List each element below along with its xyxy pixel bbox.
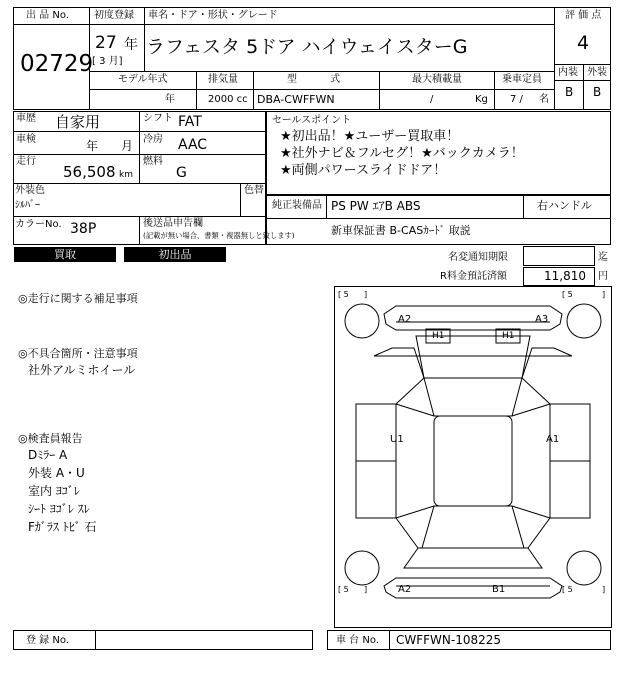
hood: [416, 336, 530, 378]
max-load: /: [430, 94, 434, 105]
history-label: 車歴: [16, 113, 36, 124]
inspector-label: ◎検査員報告: [18, 432, 83, 445]
lot-no: 02729: [20, 51, 94, 77]
rating: 4: [577, 32, 590, 54]
tire-fr-label: [562, 290, 605, 299]
name-change-unit: 迄: [598, 252, 608, 263]
tire-front-left: [345, 304, 379, 338]
tire-rear-right: [567, 551, 601, 585]
post-report-note: (記載が無い場合、書類・複器無しと致します): [143, 231, 295, 240]
recolor-label: 色替: [244, 185, 264, 196]
ac-label: 冷房: [143, 134, 163, 145]
chassis-label: 車 台 No.: [336, 635, 379, 646]
fuel-label: 燃料: [143, 156, 163, 167]
capacity: 7 /: [510, 94, 523, 105]
roof: [434, 416, 512, 506]
tire-rl-label: [338, 585, 367, 594]
chassis-no: CWFFWN-108225: [396, 633, 502, 647]
handle-side: 右ハンドル: [537, 199, 592, 212]
tire-label: [ 5: [338, 585, 349, 594]
lot-no-label: 出 品 No.: [26, 10, 69, 21]
fuel: G: [176, 165, 187, 181]
tire-label: [ 5: [562, 585, 573, 594]
max-load-label: 最大積載量: [412, 74, 462, 85]
first-reg-year: 27: [95, 33, 117, 53]
history: 自家用: [55, 113, 101, 131]
name-change-label: 名変通知期限: [448, 252, 508, 263]
first-reg-month: [ 3 月]: [92, 56, 123, 67]
ext-color: ｼﾙﾊﾞｰ: [15, 200, 40, 211]
interior-label: 内装: [558, 67, 578, 78]
warranty-items: 新車保証書 B-CASｶｰﾄﾞ 取説: [331, 224, 471, 237]
first-reg-label: 初度登録: [94, 10, 134, 21]
car-name: ラフェスタ 5ドア ハイウェイスターG: [146, 36, 468, 58]
defect-item: 社外アルミホイール: [28, 363, 136, 377]
exterior-label: 外装: [587, 67, 607, 78]
damage-mark: A1: [546, 434, 560, 445]
interior-grade: B: [565, 85, 574, 99]
inspector-item: 室内 ﾖｺﾞﾚ: [28, 484, 80, 498]
tire-label: ]: [602, 585, 606, 594]
mileage-label: 走行: [16, 156, 36, 167]
type-label: 型 式: [287, 74, 341, 85]
recycle-unit: 円: [598, 271, 608, 282]
tire-label: [ 5: [562, 290, 573, 299]
damage-mark: H1: [432, 331, 445, 341]
tire-label: [ 5: [338, 290, 349, 299]
recycle-label: R料金預託済額: [440, 271, 507, 282]
tire-rr-label: [562, 585, 605, 594]
rating-label: 評 価 点: [565, 10, 602, 21]
damage-mark: A2: [398, 584, 412, 595]
inspector-item: Dﾐﾗｰ A: [28, 448, 68, 462]
shift-label: シフト: [143, 113, 173, 124]
tire-label: ]: [602, 290, 606, 299]
inspector-item: 外装 A・U: [28, 466, 85, 480]
inspection-month-unit: 月: [121, 139, 134, 153]
damage-mark: H1: [502, 331, 515, 341]
capacity-unit: 名: [539, 94, 549, 105]
exterior-grade: B: [593, 85, 602, 99]
model-year-label: モデル年式: [118, 74, 168, 85]
name-change-field: [523, 246, 595, 266]
first-listing-badge: 初出品: [124, 247, 226, 262]
tire-label: ]: [364, 585, 368, 594]
tire-rear-left: [345, 551, 379, 585]
displacement-label: 排気量: [208, 74, 238, 85]
sales-point-line: ★初出品！★ユーザー買取車！: [280, 129, 460, 144]
equipment-value: PS PW ｴｱB ABS: [331, 199, 421, 213]
windshield: [424, 378, 522, 416]
car-damage-diagram: [334, 286, 612, 628]
shift: FAT: [178, 114, 202, 130]
post-report-label: 後送品申告欄: [143, 218, 203, 229]
recycle-value: 11,810: [544, 269, 586, 283]
damage-mark: B1: [492, 584, 506, 595]
color-no: 38P: [70, 221, 97, 237]
rear-window: [422, 506, 524, 548]
damage-mark: A3: [535, 314, 549, 325]
sales-point-label: セールスポイント: [272, 115, 352, 126]
damage-mark: A2: [398, 314, 412, 325]
inspection-label: 車検: [16, 134, 36, 145]
ext-color-label: 外装色: [15, 185, 45, 196]
damage-mark: U1: [390, 434, 404, 445]
year-unit: 年: [124, 37, 138, 53]
registration-label: 登 録 No.: [26, 635, 69, 646]
purchase-badge: 買取: [14, 247, 116, 262]
mileage: 56,508: [63, 163, 116, 181]
inspector-item: Fｶﾞﾗｽ ﾄﾋﾞ 石: [28, 520, 97, 534]
model-year-unit: 年: [165, 94, 175, 105]
mileage-unit: km: [119, 170, 133, 180]
model-code: DBA-CWFFWN: [257, 93, 335, 106]
defect-label: ◎不具合箇所・注意事項: [18, 347, 138, 360]
tire-fl-label: [338, 290, 367, 299]
tire-label: ]: [364, 290, 368, 299]
tire-front-right: [567, 304, 601, 338]
displacement: 2000 cc: [208, 94, 248, 105]
ac: AAC: [178, 137, 208, 153]
driving-remarks-label: ◎走行に関する補足事項: [18, 292, 138, 305]
inspector-item: ｼｰﾄ ﾖｺﾞﾚ ｽﾚ: [28, 502, 90, 516]
equipment-label: 純正装備品: [272, 200, 322, 211]
inspection-year-unit: 年: [86, 139, 99, 153]
max-load-unit: Kg: [475, 94, 488, 105]
sales-point-line: ★社外ナビ＆フルセグ！★バックカメラ！: [280, 146, 524, 161]
car-name-label: 車名・ドア・形状・グレード: [148, 10, 278, 21]
color-no-label: カラーNo.: [15, 219, 62, 230]
sales-point-line: ★両側パワースライドドア！: [280, 163, 447, 178]
capacity-label: 乗車定員: [502, 74, 542, 85]
